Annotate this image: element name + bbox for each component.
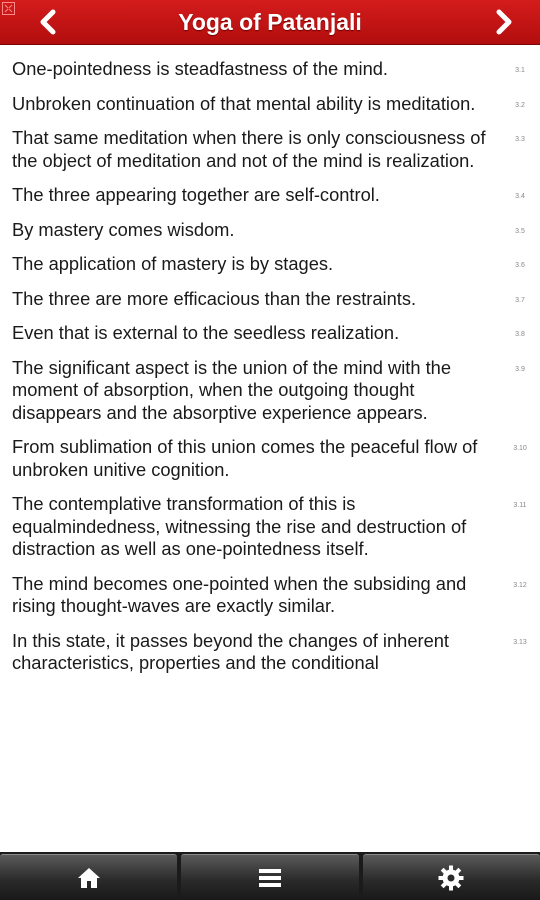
settings-button[interactable] — [363, 854, 540, 900]
title-bar — [0, 0, 540, 45]
verse-text: The significant aspect is the union of the mind with the moment of absorption, when the outgoing thought disappears and the absorptive experience appears. — [12, 356, 451, 423]
verse-number: 3.2 — [515, 101, 525, 109]
verse-text: The mind becomes one-pointed when the subsiding and rising thought-waves are exactly similar. — [12, 572, 467, 616]
home-button[interactable] — [0, 854, 177, 900]
verse-number: 3.13 — [513, 638, 527, 646]
verse-item[interactable] — [0, 345, 540, 425]
verse-item[interactable] — [0, 115, 540, 172]
verse-number: 3.6 — [515, 262, 525, 269]
next-button[interactable] — [482, 0, 526, 44]
verse-text: By mastery comes wisdom. — [12, 218, 235, 240]
verse-text: In this state, it passes beyond the changes of inherent characteristics, properties and the conditional — [12, 629, 450, 673]
page-title: Yoga of Patanjali — [178, 9, 362, 35]
verse-text: From sublimation of this union comes the peaceful flow of unbroken unitive cognition. — [12, 436, 478, 480]
verse-item[interactable] — [0, 207, 540, 242]
verse-number: 3.7 — [515, 296, 525, 304]
verse-number: 3.3 — [515, 136, 525, 143]
bottom-toolbar — [0, 852, 540, 900]
verse-text: The contemplative transformation of this is equalmindedness, witnessing the rise and destruction of distraction as well as one-pointedness itself. — [12, 493, 467, 559]
verse-item[interactable] — [0, 481, 540, 561]
verse-item[interactable] — [0, 46, 540, 81]
menu-icon — [259, 868, 281, 888]
verse-item[interactable] — [0, 618, 540, 675]
verse-item[interactable] — [0, 310, 540, 345]
verse-number: 3.9 — [515, 365, 525, 373]
verse-number: 3.8 — [515, 331, 525, 338]
verse-number: 3.5 — [515, 227, 525, 235]
verse-item[interactable] — [0, 276, 540, 311]
verse-text: Unbroken continuation of that mental ability is meditation. — [12, 92, 476, 114]
verse-text: That same meditation when there is only consciousness of the object of meditation and not of the mind is realization. — [12, 127, 486, 171]
verse-text: Even that is external to the seedless realization. — [12, 322, 400, 343]
verse-number: 3.4 — [515, 193, 525, 200]
verse-number: 3.10 — [513, 445, 527, 452]
verse-text: The application of mastery is by stages. — [12, 253, 334, 274]
verse-item[interactable] — [0, 81, 540, 116]
verse-text: One-pointedness is steadfastness of the mind. — [12, 58, 388, 79]
verse-list[interactable] — [0, 46, 540, 852]
verse-number: 3.11 — [513, 502, 527, 509]
verse-number: 3.1 — [515, 67, 525, 74]
verse-text: The three are more efficacious than the restraints. — [12, 287, 417, 309]
verse-text: The three appearing together are self-control. — [12, 184, 380, 205]
menu-button[interactable] — [181, 854, 358, 900]
verse-item[interactable] — [0, 424, 540, 481]
gear-icon — [438, 865, 464, 891]
home-icon — [77, 867, 101, 889]
verse-item[interactable] — [0, 241, 540, 276]
verse-number: 3.12 — [513, 581, 527, 589]
verse-item[interactable] — [0, 561, 540, 618]
verse-item[interactable] — [0, 172, 540, 207]
chevron-right-icon — [494, 9, 514, 35]
